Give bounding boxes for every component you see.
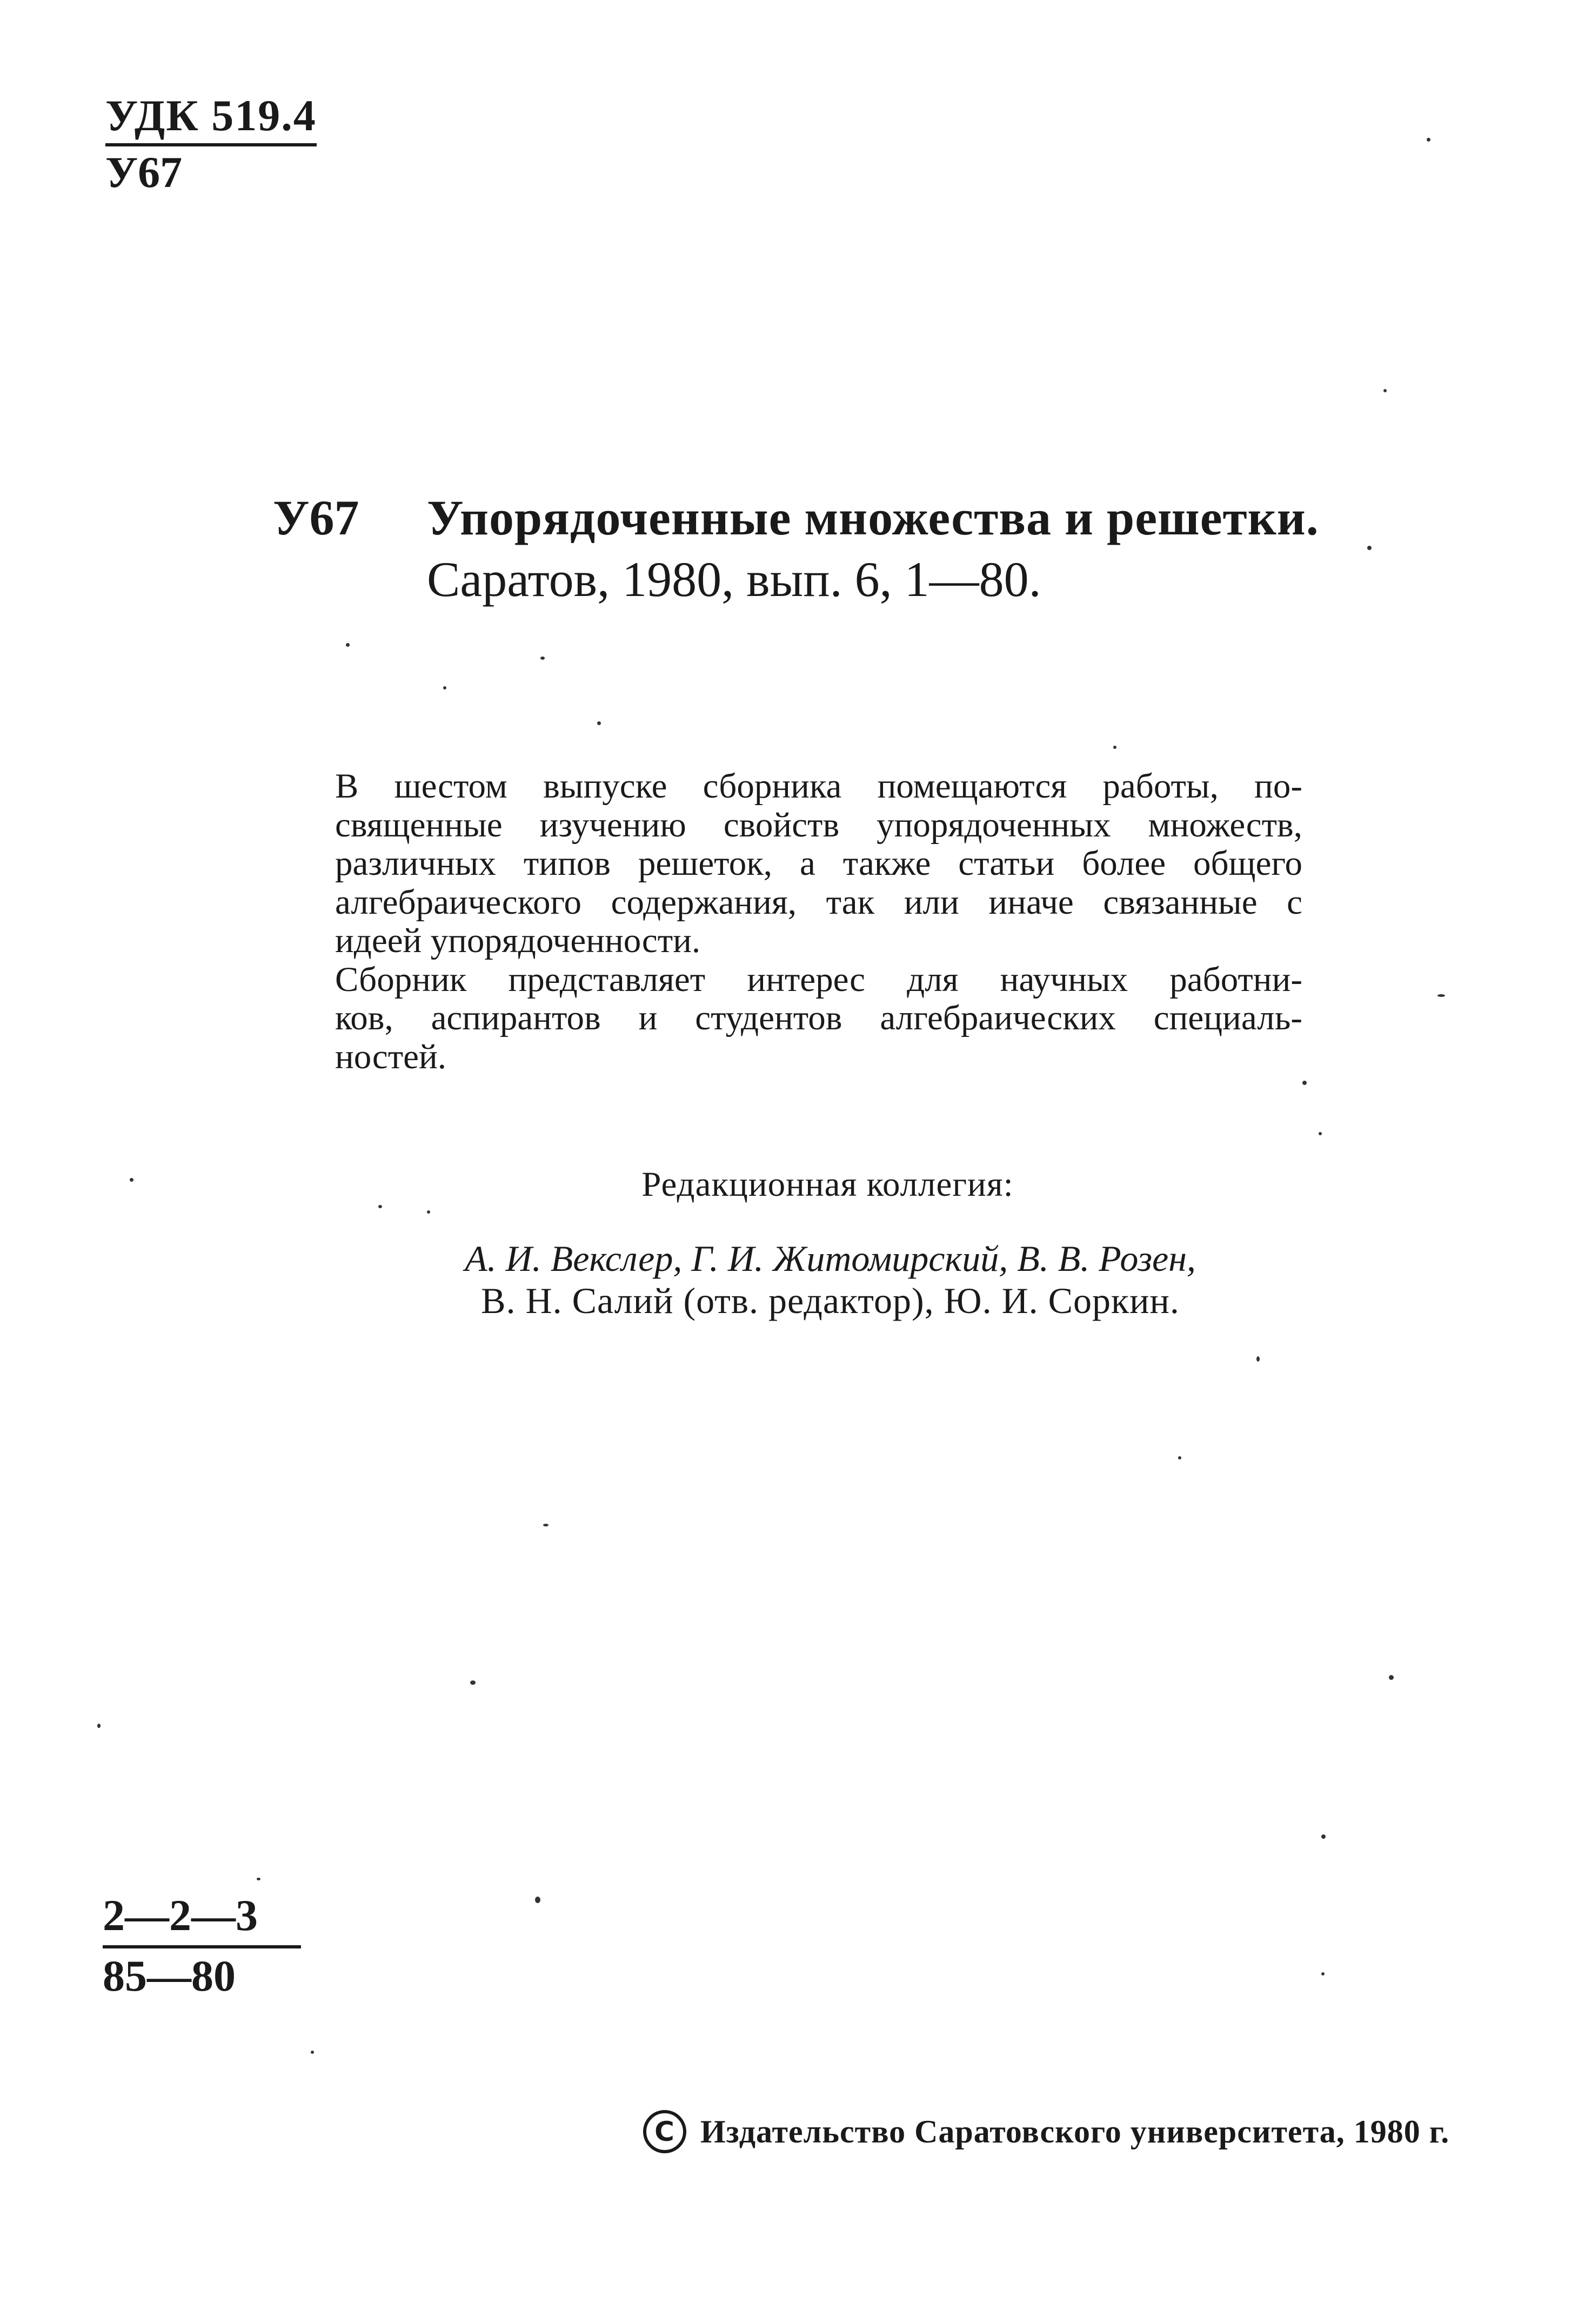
board-members-line-2: В. Н. Салий (отв. редактор), Ю. И. Соркин. xyxy=(481,1280,1180,1322)
publication-code-denominator: 85—80 xyxy=(103,1951,236,2001)
udc-code: УДК 519.4 xyxy=(105,92,317,146)
publication-code-numerator: 2—2—3 xyxy=(103,1891,301,1948)
annotation-line: Сборник представляет интерес для научных работни- xyxy=(335,960,1302,999)
editorial-board-members xyxy=(0,1237,1585,1322)
scan-speck xyxy=(540,657,545,660)
scan-speck xyxy=(346,643,350,647)
annotation-line: алгебраического содержания, так или иначе связанные с xyxy=(335,882,1302,922)
udc-author-mark: У67 xyxy=(105,147,183,197)
imprint: Саратов, 1980, вып. 6, 1—80. xyxy=(427,552,1041,607)
annotation-line: В шестом выпуске сборника помещаются работы, по- xyxy=(335,767,1302,806)
scan-speck xyxy=(1321,1972,1325,1975)
scan-speck xyxy=(130,1178,133,1182)
copyright-notice xyxy=(643,2110,1449,2153)
book-title: Упорядоченные множества и решетки. xyxy=(427,490,1319,545)
scan-speck xyxy=(1437,994,1445,997)
scan-speck xyxy=(597,721,601,725)
scan-speck xyxy=(1367,546,1372,550)
copyright-icon: C xyxy=(643,2110,686,2153)
scan-speck xyxy=(1178,1456,1181,1459)
scan-speck xyxy=(257,1878,260,1880)
scan-speck xyxy=(427,1210,430,1214)
scan-speck xyxy=(311,2051,314,2054)
board-members-line-1: А. И. Векслер, Г. И. Житомирский, В. В. Розен, xyxy=(465,1238,1196,1279)
publication-code xyxy=(103,1891,301,2000)
copyright-text: Издательство Саратовского университета, 1980 г. xyxy=(700,2113,1450,2149)
udc-block xyxy=(105,92,317,196)
annotation-line: ностей. xyxy=(335,1037,447,1076)
scan-speck xyxy=(470,1680,476,1685)
title-code: У67 xyxy=(273,490,359,545)
scan-speck xyxy=(1302,1081,1307,1085)
scan-speck xyxy=(378,1205,382,1208)
scan-speck xyxy=(535,1897,540,1903)
scan-speck xyxy=(1113,746,1116,749)
title-row xyxy=(273,489,1408,546)
annotation-line: идеей упорядоченности. xyxy=(335,921,701,960)
annotation xyxy=(335,767,1302,1076)
annotation-line: священные изучению свойств упорядоченных множеств, xyxy=(335,805,1302,845)
annotation-paragraph-2 xyxy=(335,961,1302,1077)
scan-speck xyxy=(1321,1834,1326,1839)
scan-speck xyxy=(1383,389,1387,392)
title-block xyxy=(273,489,1408,608)
annotation-line: ков, аспирантов и студентов алгебраических специаль- xyxy=(335,999,1302,1037)
editorial-board-heading-text: Редакционная коллегия: xyxy=(641,1165,1014,1204)
scan-speck xyxy=(543,1524,549,1526)
scan-speck xyxy=(1319,1132,1322,1135)
scan-speck xyxy=(1427,138,1430,142)
scan-speck xyxy=(1256,1356,1260,1362)
editorial-board-heading xyxy=(0,1164,1585,1205)
scan-speck xyxy=(1389,1675,1394,1680)
annotation-paragraph-1 xyxy=(335,767,1302,961)
scan-speck xyxy=(443,686,446,689)
annotation-line: различных типов решеток, а также статьи более общего xyxy=(335,844,1302,883)
scan-speck xyxy=(97,1724,101,1728)
